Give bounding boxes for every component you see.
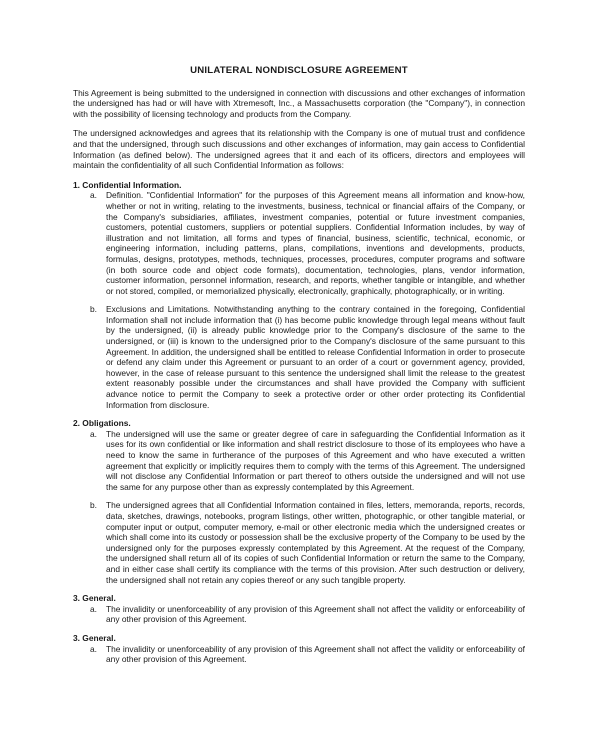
item-letter: a. [90, 603, 97, 614]
item-text: Definition. "Confidential Information" for the purposes of this Agreement means all information and know-how, whether or not in writing, relating to the investments, business, technical or financial affairs of the Company, or the Company's subsidiaries, affiliates, investment companies, potential or future investment companies, customers, potential customers, suppliers or potential suppliers. Confidential Information includes, by way of illustration and not limitation, all forms and types of financial, business, scientific, technical, economic, or engineering information, including patterns, plans, compilations, inventions and developments, products, formulas, designs, prototypes, methods, techniques, processes, procedures, computer programs and software (in both source code and object code formats), documentation, technologies, plans, vendor information, customer information, personnel information, research, and reports, whether tangible or intangible, and whether or not stored, compiled, or memorialized physically, electronically, graphically, photographically, or in writing. [106, 190, 525, 296]
list-item [90, 304, 525, 410]
list-item [90, 500, 525, 585]
item-text: The undersigned agrees that all Confidential Information contained in files, letters, memoranda, reports, records, data, sketches, drawings, notebooks, program listings, other written, photographic, or other tangible material, or computer input or output, computer memory, e-mail or other electronic media which the undersigned creates or which shall come into its custody or possession shall be the exclusive property of the Company to be used by the undersigned only for the purposes expressly contemplated by this Agreement. At the request of the Company, the undersigned shall return all of its copies of such Confidential Information or return the same to the Company, and in either case shall certify its compliance with the terms of this provision. After such destruction or delivery, the undersigned shall not retain any copies thereof or any such tangible property. [106, 500, 525, 585]
item-letter: b. [90, 304, 97, 315]
intro-paragraph: The undersigned acknowledges and agrees that its relationship with the Company is one of mutual trust and confidence and that the undersigned, through such discussions and other exchanges of information, may gain access to Confidential Information (as defined below). The undersigned agrees that it and each of its officers, directors and employees will maintain the confidentiality of all such Confidential Information as follows: [73, 128, 525, 171]
item-letter: a. [90, 190, 97, 201]
item-text: Exclusions and Limitations. Notwithstanding anything to the contrary contained in the foregoing, Confidential Information shall not include information that (i) has become public knowledge through legal means without fault by the undersigned, (ii) is already public knowledge prior to the Company's disclosure of the same to the undersigned, or (iii) is known to the undersigned prior to the Company's disclosure of the same pursuant to this Agreement. In addition, the undersigned shall be entitled to release Confidential Information in order to prosecute or defend any claim under this Agreement or pursuant to an order of a court or government agency, provided, however, in the case of release pursuant to this sentence the undersigned shall limit the release to the greatest extent reasonably possible under the circumstances and shall have provided the Company with sufficient advance notice to permit the Company to seek a protective order or other order protecting its Confidential Information from disclosure. [106, 304, 525, 410]
section-obligations [73, 418, 525, 585]
item-letter: a. [90, 643, 97, 654]
item-letter: b. [90, 500, 97, 511]
list-item [90, 190, 525, 296]
document-title: UNILATERAL NONDISCLOSURE AGREEMENT [190, 65, 408, 76]
section-confidential-information [73, 180, 525, 410]
section-general [73, 633, 525, 665]
item-text: The undersigned will use the same or greater degree of care in safeguarding the Confidential Information as it uses for its own confidential or like information and shall restrict disclosure to those of its employees who have a need to know the same in furtherance of the purposes of this Agreement and who have executed a written agreement that explicitly or implicitly requires them to comply with the terms of this Agreement. The undersigned will not disclose any Confidential Information or part thereof to others outside the undersigned and will not use the same for any purpose other than as expressly contemplated by this Agreement. [106, 428, 525, 492]
list-item [90, 644, 525, 665]
section-heading: 3. General. [73, 632, 116, 643]
section-general [73, 593, 525, 625]
section-heading: 2. Obligations. [73, 418, 131, 429]
section-heading: 3. General. [73, 593, 116, 604]
intro-paragraph: This Agreement is being submitted to the undersigned in connection with discussions and other exchanges of information the undersigned has had or will have with Xtremesoft, Inc., a Massachusetts corporation (the "Company"), in connection with the possibility of licensing technology and products from the Company. [73, 87, 525, 119]
item-letter: a. [90, 428, 97, 439]
list-item [90, 604, 525, 625]
section-heading: 1. Confidential Information. [73, 179, 182, 190]
item-text: The invalidity or unenforceability of any provision of this Agreement shall not affect the validity or enforceability of any other provision of this Agreement. [106, 643, 525, 665]
list-item [90, 429, 525, 493]
item-text: The invalidity or unenforceability of any provision of this Agreement shall not affect the validity or enforceability of any other provision of this Agreement. [106, 603, 525, 625]
